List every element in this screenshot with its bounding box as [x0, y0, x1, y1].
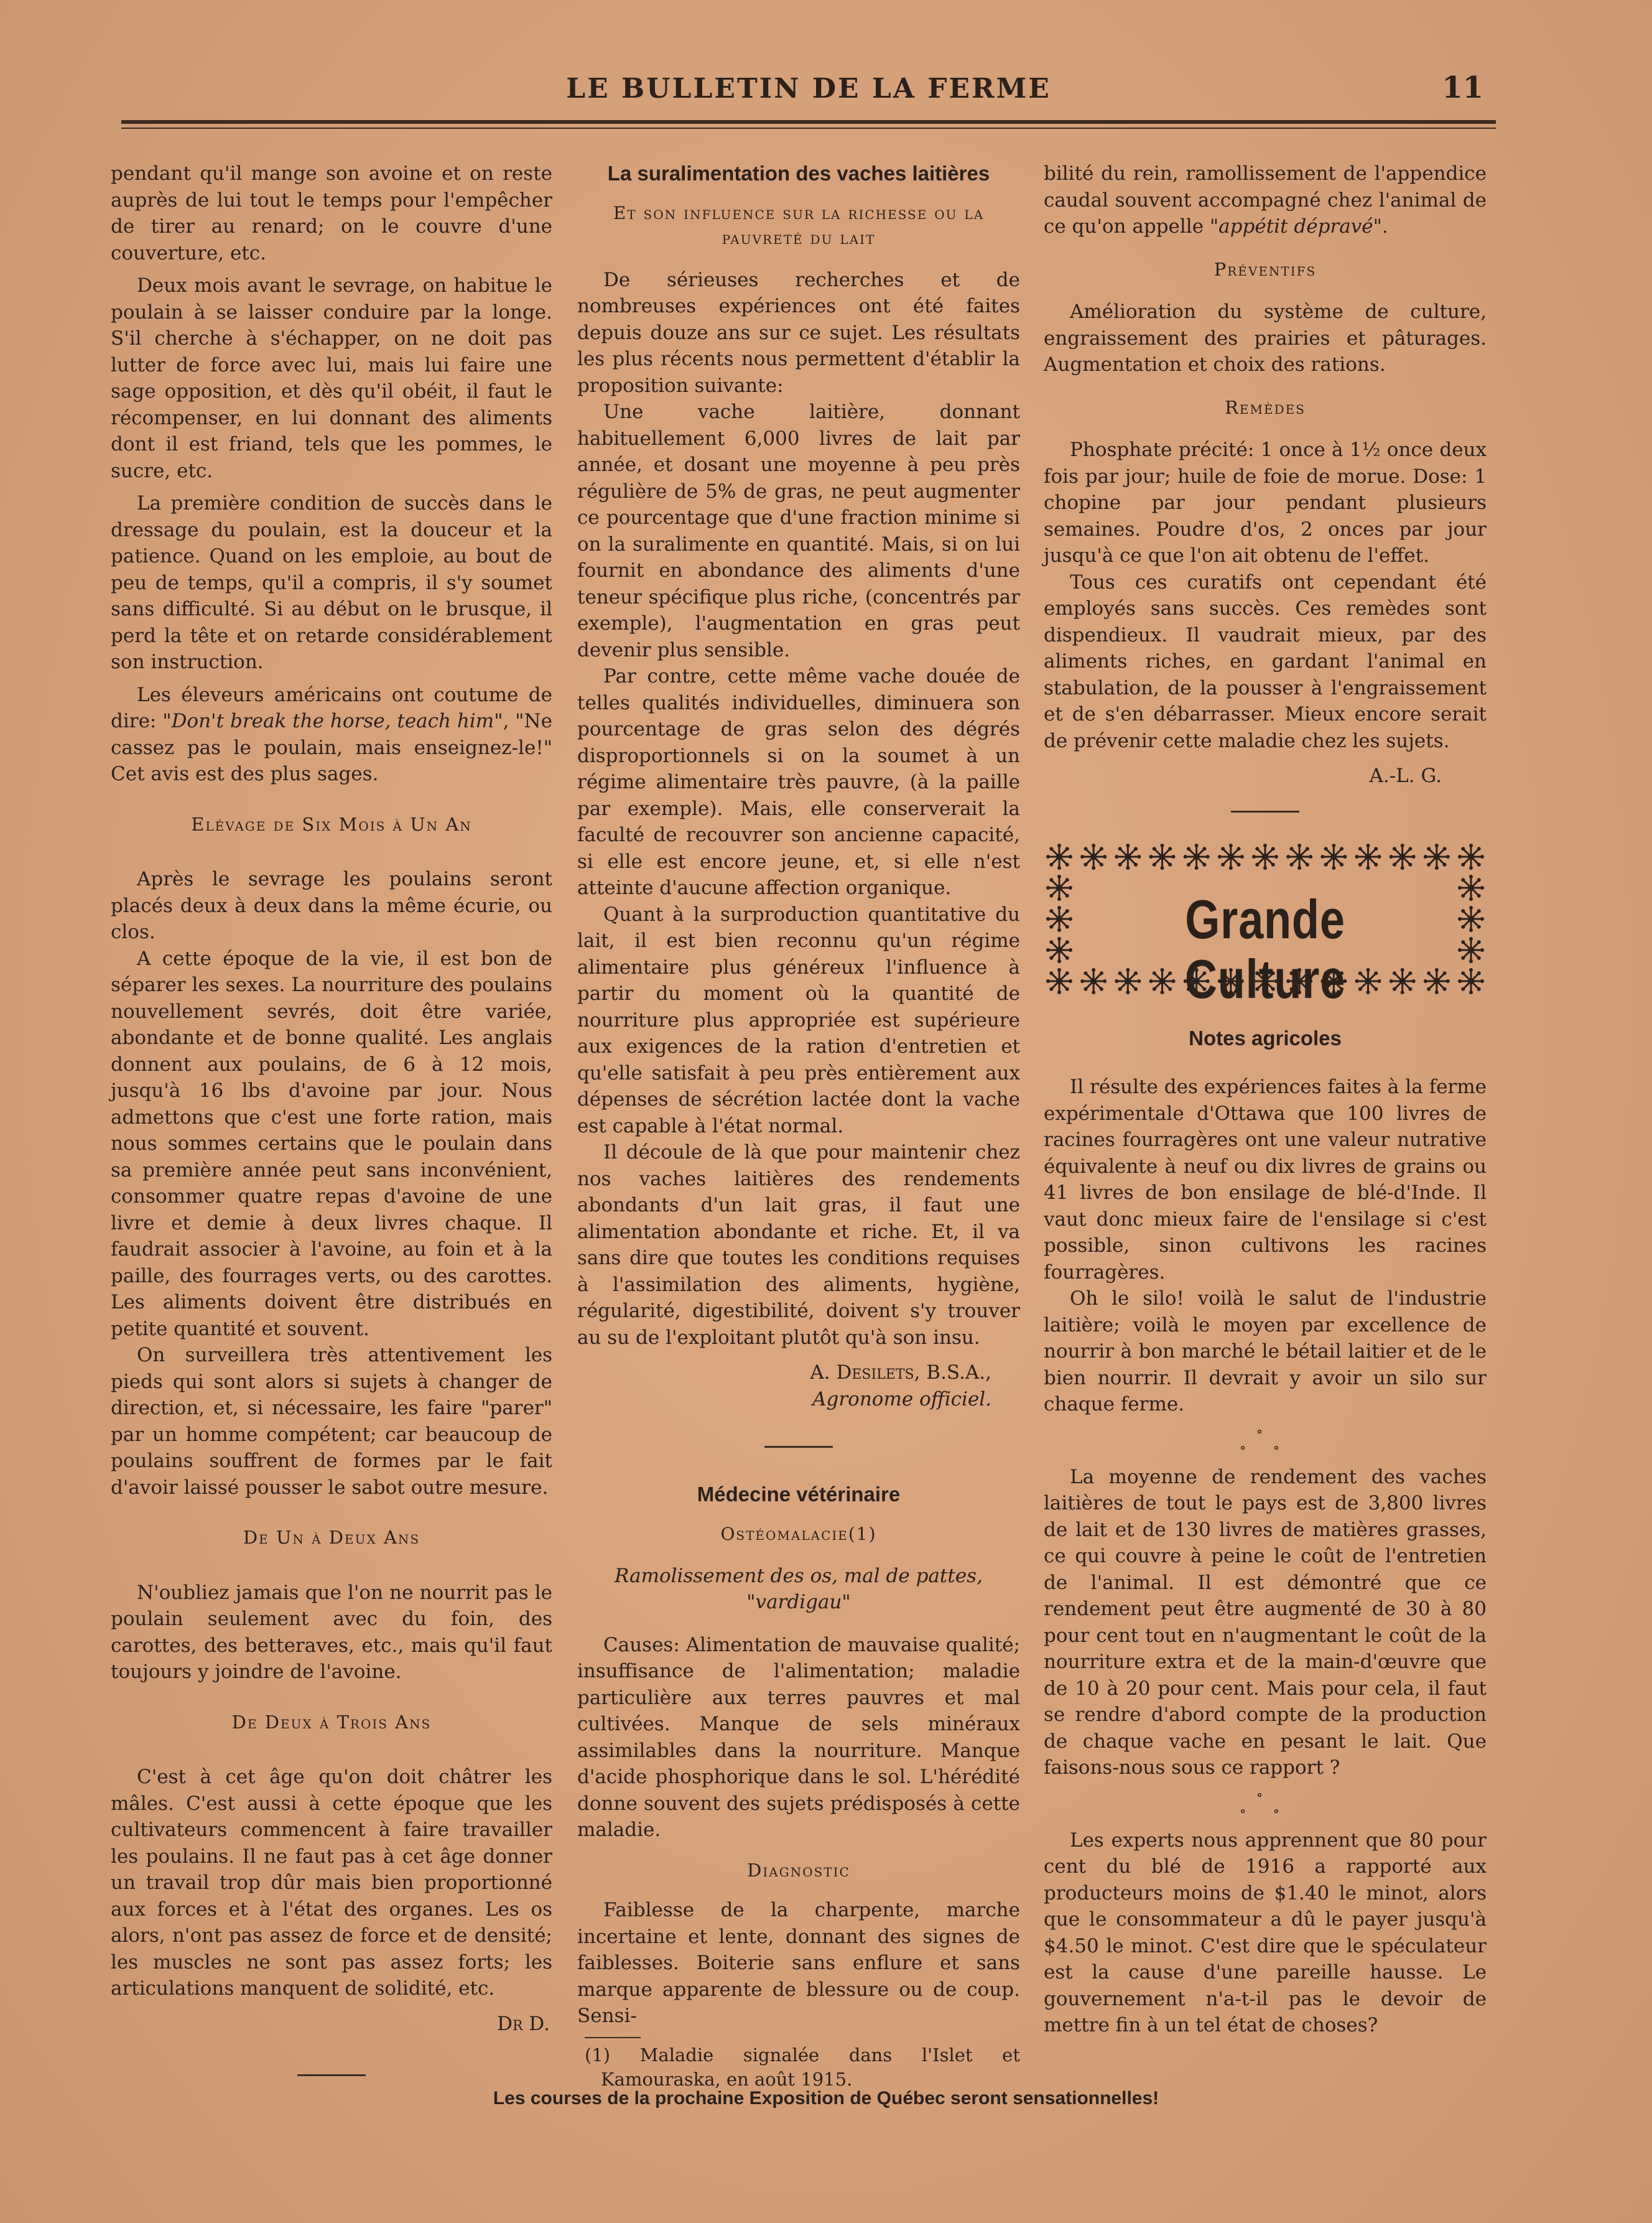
section-heading: Préventifs: [1213, 258, 1317, 280]
section-heading: De Deux à Trois Ans: [231, 1711, 432, 1733]
text-run: .: [1381, 215, 1388, 238]
section-divider: [297, 2074, 366, 2076]
paragraph: C'est à cet âge qu'on doit châtrer les mâles. C'est aussi à cette époque que les cultivateurs commencent à faire travailler les poulains. Il ne faut pas à cet âge donner un travail trop dûr mais bien proportionné aux forces et à l'état des organes. Les os alors, n'ont pas assez de force et de densité; les muscles ne sont pas assez forts; les articulations manquent de solidité, etc.: [111, 1766, 552, 2000]
paragraph: La moyenne de rendement des vaches laitières de tout le pays est de 3,800 livres de lait et de 130 livres de matières grasses, ce qui couvre à peine le coût de l'entretien de l'animal. Il est démontré que ce rendement peut être augmenté de 30 à 80 pour cent tout en n'augmentant le coût de la nourriture extra et de la main-d'œuvre que de 10 à 20 pour cent. Mais pour cela, il faut se rendre d'abord compte de la production de chaque vache en pesant le lait. Que faisons-nous sous ce rapport ?: [1044, 1465, 1487, 1779]
ornament-star-icon: [1149, 844, 1176, 870]
paragraph: pendant qu'il mange son avoine et on reste auprès de lui tout le temps pour l'empêcher de tirer au renard; on le couvre d'une couverture, etc.: [111, 162, 552, 264]
ornament-star-icon: [1046, 844, 1072, 870]
paragraph: Phosphate précité: 1 once à 1½ once deux fois par jour; huile de foie de morue. Dose: 1 chopine par jour pendant plusieurs semaines. Poudre d'os, 2 onces par jour jusqu'à ce que l'on ait obtenu de l'effet.: [1044, 439, 1487, 567]
paragraph: On surveillera très attentivement les pieds qui sont alors si sujets à changer de direction, et, si nécessaire, les faire "parer" par un homme compétent; car beaucoup de poulains souffrent de formes par le fait d'avoir laissé pousser le sabot outre mesure.: [111, 1344, 552, 1499]
author-title: Agronome officiel.: [812, 1387, 991, 1410]
ornament-border-right: [1455, 872, 1487, 966]
article-title: Médecine vétérinaire: [697, 1483, 901, 1506]
paragraph: La première condition de succès dans le dressage du poulain, est la douceur et la patience. Quand on les emploie, au bout de peu de temps, qu'il a compris, il s'y soumet sans difficulté. Si au début on le brusque, il perd la tête et on retarde considérablement son instruction.: [111, 492, 552, 673]
section-banner-title: Grande Culture: [1184, 888, 1346, 1010]
page-number: 11: [1442, 70, 1483, 105]
ornament-star-icon: [1184, 844, 1210, 870]
paragraph: N'oubliez jamais que l'on ne nourrit pas le poulain seulement avec du foin, des carottes, des betteraves, etc., mais qu'il faut toujours y joindre de l'avoine.: [111, 1581, 552, 1683]
paragraph: Deux mois avant le sevrage, on habitue le poulain à se laisser conduire par la longe. S'il cherche à s'échapper, on ne doit pas lutter de force avec lui, mais lui faire une sage opposition, et dès qu'il obéit, il faut le récompenser, en lui donnant des aliments dont il est friand, tels que les pommes, le sucre, etc.: [111, 274, 552, 482]
page-header: [121, 65, 1496, 134]
ornament-star-icon: [1046, 968, 1072, 994]
author-signature: Dr D.: [497, 2012, 550, 2035]
section-heading: De Un à Deux Ans: [243, 1527, 420, 1548]
italic-quote: "Don't break the horse, teach him": [162, 710, 503, 732]
footnote: (1) Maladie signalée dans l'Islet et Kamouraska, en août 1915.: [585, 2044, 1020, 2090]
ornament-star-icon: [1458, 906, 1484, 932]
ornament-star-icon: [1355, 844, 1381, 870]
paragraph: Il résulte des expériences faites à la ferme expérimentale d'Ottawa que 100 livres de racines fourragères ont une valeur nutrative équivalente à neuf ou dix livres de grains ou 41 livres de bon ensilage de blé-d'Inde. Il vaut donc mieux faire de l'ensilage si c'est possible, sinon cultivons les racines fourragères.: [1044, 1076, 1487, 1284]
column-3: [1044, 161, 1487, 2039]
paragraph: Quant à la surproduction quantitative du lait, il est bien reconnu qu'un régime alimentaire plus généreux l'influence à partir du moment où la quantité de nourriture plus appropriée est supérieure aux exigences de la ration d'entretien et qu'elle satisfait à peu près entièrement aux dépenses de sécrétion lactée dont la vache est capable à l'état normal.: [577, 903, 1020, 1137]
ornament-star-icon: [1080, 968, 1107, 994]
paragraph: Amélioration du système de culture, engraissement des prairies et pâturages. Augmentation et choix des rations.: [1044, 301, 1487, 376]
ornament-star-icon: [1252, 844, 1278, 870]
paragraph: Par contre, cette même vache douée de telles qualités individuelles, diminuera son pourcentage de gras selon des dégrés disproportionnels si on la soumet à un régime alimentaire très pauvre, (à la paille par exemple). Mais, elle conserverait la faculté de recouvrer son ancienne capacité, si elle est encore jeune, et, si elle n'est atteinte d'aucune affection organique.: [577, 665, 1020, 899]
header-rule-thin: [121, 128, 1496, 129]
paragraph: A cette époque de la vie, il est bon de séparer les sexes. La nourriture des poulains nouvellement sevrés, doit être variée, abondante et de bonne qualité. Les anglais donnent aux poulains, de 6 à 12 mois, jusqu'à 16 lbs d'avoine par jour. Nous admettons que c'est une forte ration, mais nous sommes certains que le poulain dans sa première année peut sans inconvénient, consommer quatre repas d'avoine de une livre et demie à deux livres chaque. Il faudrait associer à l'avoine, au foin et à la paille, des fourrages verts, ou des carottes. Les aliments doivent être distribués en petite quantité et souvent.: [111, 947, 552, 1340]
separator-dots: ∘ ∘ ∘: [1239, 1424, 1291, 1456]
column-1: [111, 161, 552, 2110]
paragraph: [1044, 161, 1487, 240]
paragraph: Faiblesse de la charpente, marche incertaine et lente, donnant des signes de faiblesses. Boiterie sans enflure et sans marque apparente de blessure ou de coup. Sensi-: [577, 1899, 1020, 2027]
ornament-star-icon: [1424, 968, 1450, 994]
ornament-star-icon: [1080, 844, 1107, 870]
article-title: Notes agricoles: [1189, 1026, 1342, 1050]
paragraph: Après le sevrage les poulains seront placés deux à deux dans la même écurie, ou clos.: [111, 868, 552, 943]
publication-title: LE BULLETIN DE LA FERME: [566, 73, 1051, 105]
paragraph: De sérieuses recherches et de nombreuses expériences ont été faites depuis douze ans sur ce sujet. Les résultats les plus récents nous permettent d'établir la proposition suivante:: [577, 268, 1020, 397]
section-divider: [764, 1446, 833, 1448]
ornament-star-icon: [1320, 844, 1347, 870]
separator-dots: ∘ ∘ ∘: [1239, 1787, 1291, 1819]
article-title: La suralimentation des vaches laitières: [607, 162, 990, 185]
ornament-star-icon: [1046, 906, 1072, 932]
text-run: , "Ne cassez pas le poulain, mais enseignez-le!" Cet avis est des plus sages.: [111, 710, 552, 785]
ornament-border-top: [1044, 841, 1487, 872]
ornament-star-icon: [1046, 875, 1072, 901]
ornament-star-icon: [1046, 937, 1072, 963]
ornament-star-icon: [1286, 844, 1312, 870]
paragraph: Il découle de là que pour maintenir chez nos vaches laitières des rendements abondants d'un lait gras, il faut une alimentation abondante et riche. Et, il va sans dire que toutes les conditions requises à l'assimilation des aliments, hygiène, régularité, digestibilité, doivent s'y trouver au su de l'exploitant plutôt qu'à son insu.: [577, 1141, 1020, 1349]
article-subtitle: Ostéomalacie(1): [720, 1523, 877, 1544]
ornament-star-icon: [1424, 844, 1450, 870]
text-run: bilité du rein, ramollissement de l'appendice caudal souvent accompagné chez l'animal de ce qu'on appelle: [1044, 162, 1487, 238]
paragraph: [111, 682, 552, 788]
paragraph: Causes: Alimentation de mauvaise qualité; insuffisance de l'alimentation; maladie particulière aux terres pauvres et mal cultivées. Manque de sels minéraux assimilables dans la nourriture. Manque d'acide phosphorique dans le sol. L'hérédité donne souvent des sujets prédisposés à cette maladie.: [577, 1633, 1020, 1841]
section-heading: Diagnostic: [747, 1859, 850, 1881]
ornament-star-icon: [1458, 937, 1484, 963]
section-heading: Remèdes: [1225, 396, 1306, 418]
paragraph: Une vache laitière, donnant habituellement 6,000 livres de lait par année, et dosant une moyenne à peu près régulière de 5% de gras, ne peut augmenter ce pourcentage que d'une fraction minime si on la suralimente en quantité. Mais, si on lui fournit en abondance des aliments d'une teneur spécifique plus riche, (concentrés par exemple), l'augmentation en gras peut devenir plus sensible.: [577, 401, 1020, 661]
paragraph: Oh le silo! voilà le salut de l'industrie laitière; voilà le moyen par excellence de nourrir à bon marché le bétail laitier et de le bien nourrir. Il devrait y avoir un silo sur chaque ferme.: [1044, 1287, 1487, 1415]
ornament-star-icon: [1390, 844, 1416, 870]
article-subtitle: Et son influence sur la richesse ou la pauvreté du lait: [613, 202, 985, 248]
text-run: Les éleveurs américains ont coutume de dire:: [111, 683, 552, 732]
ornament-star-icon: [1458, 844, 1484, 870]
article-description: Ramolissement des os, mal de pattes, "vardigau": [615, 1564, 983, 1613]
ornament-star-icon: [1218, 844, 1244, 870]
ornament-star-icon: [1115, 844, 1141, 870]
ornament-star-icon: [1458, 875, 1484, 901]
footer-announcement: Les courses de la prochaine Exposition de Québec seront sensationnelles!: [493, 2088, 1159, 2109]
column-2: [577, 161, 1020, 2092]
section-heading: Elévage de Six Mois à Un An: [191, 813, 472, 835]
paragraph: Tous ces curatifs ont cependant été employés sans succès. Ces remèdes sont dispendieux. Il vaudrait mieux, par des aliments riches, en gardant l'animal en stabulation, de la pousser à l'engraissement et de s'en débarrasser. Mieux encore serait de prévenir cette maladie chez les sujets.: [1044, 571, 1487, 752]
header-rule-thick: [121, 120, 1496, 124]
paragraph: Les experts nous apprennent que 80 pour cent du blé de 1916 a rapporté aux producteurs moins de $1.40 le minot, alors que le consommateur a dû le payer jusqu'à $4.50 le minot. C'est dire que le spéculateur est la cause d'une pareille hausse. Le gouvernement n'a-t-il pas le devoir de mettre fin à un tel état de choses?: [1044, 1829, 1487, 2036]
ornament-border-left: [1044, 872, 1075, 966]
author-name: A. Desilets, B.S.A.,: [810, 1361, 991, 1384]
footnote-rule: [585, 2037, 641, 2038]
section-divider: [1231, 811, 1299, 813]
ornament-star-icon: [1458, 968, 1484, 994]
author-signature: A.-L. G.: [1369, 765, 1442, 787]
section-banner: [1044, 841, 1487, 1010]
italic-quote: "appétit dépravé": [1209, 215, 1382, 238]
